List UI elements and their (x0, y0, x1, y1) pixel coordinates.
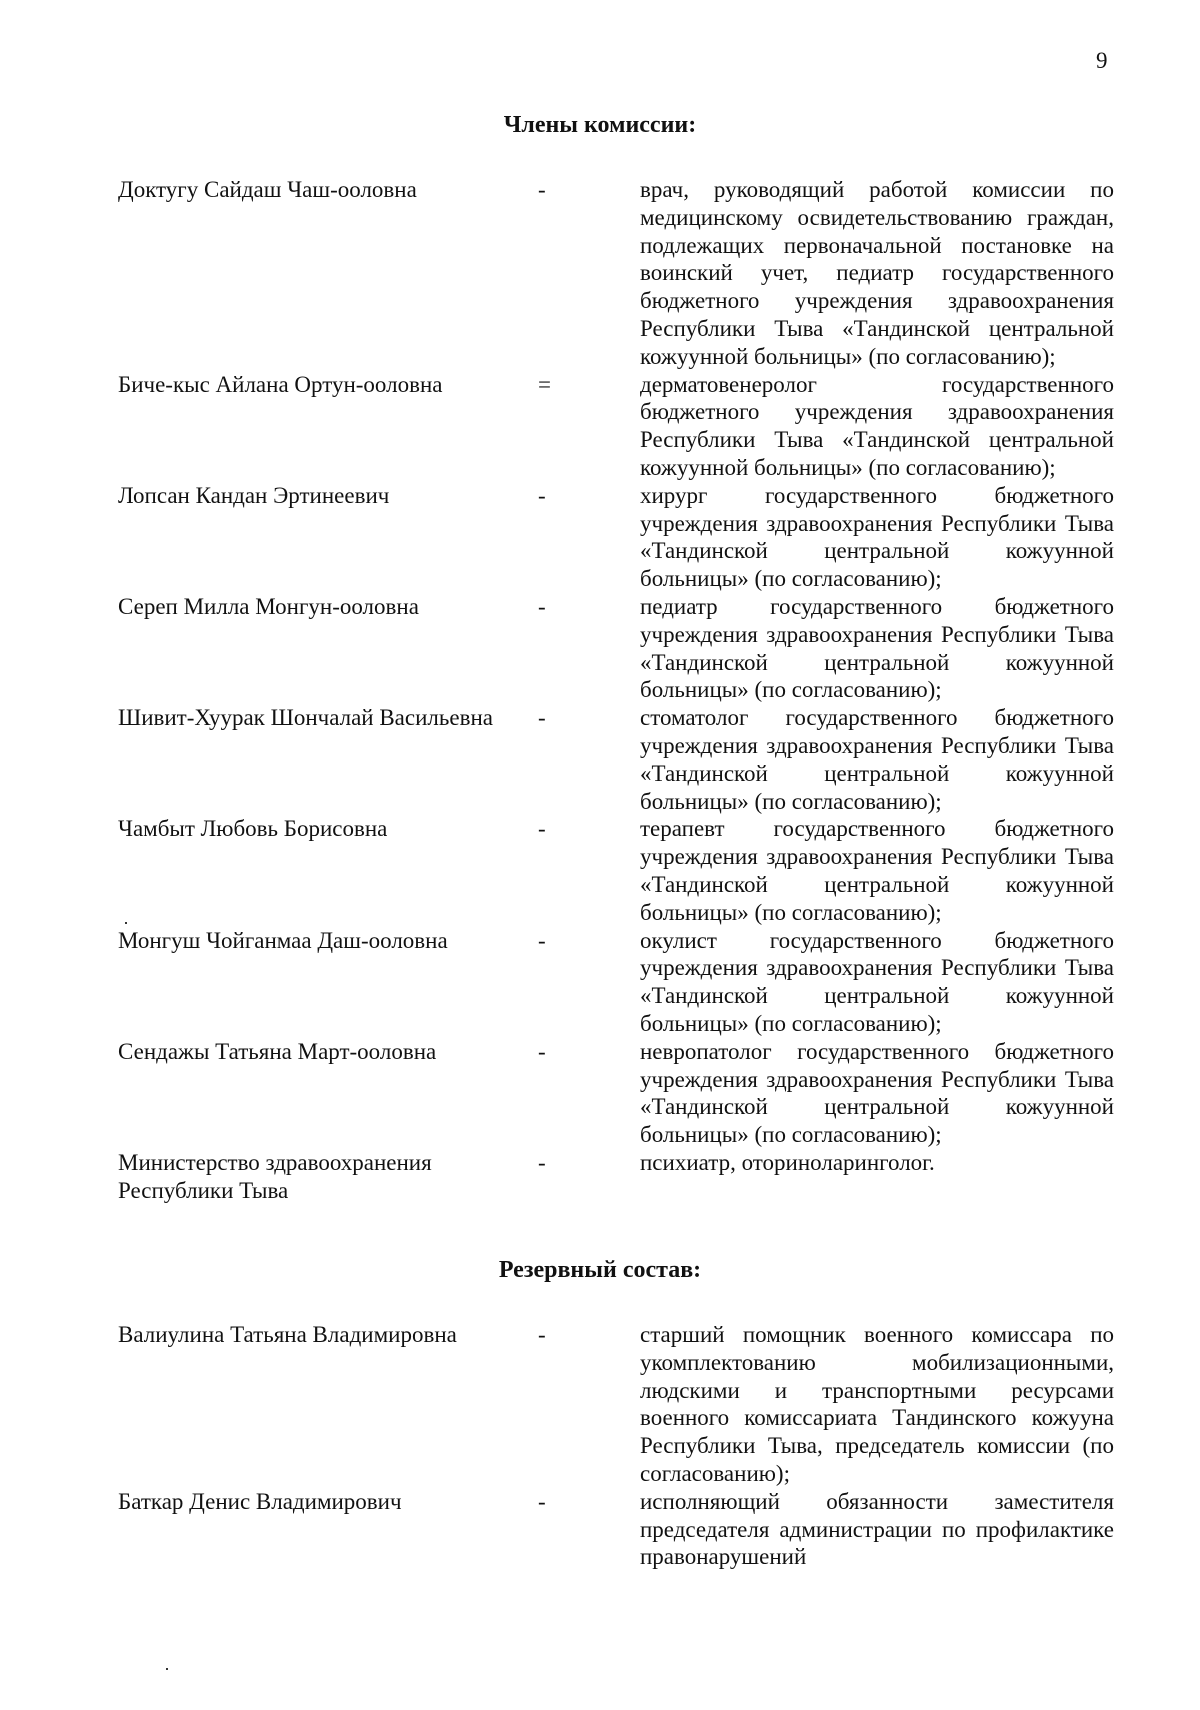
member-name: Лопсан Кандан Эртинеевич (118, 482, 390, 508)
member-entry (118, 927, 1114, 1038)
member-role: врач, руководящий работой комиссии по медицинскому освидетельствованию граждан, подлежащих первоначальной постановке на воинский учет, педиатр государственного бюджетного учреждения здравоохранения Республики Тыва «Тандинской центральной кожуунной больницы» (по согласованию); (640, 177, 1114, 369)
member-entry (118, 482, 1114, 593)
entry-dash: - (538, 177, 546, 202)
member-entry (118, 815, 1114, 926)
reserve-list (118, 1321, 1114, 1571)
member-name: Сереп Милла Монгун-ооловна (118, 593, 419, 619)
member-role: стоматолог государственного бюджетного учреждения здравоохранения Республики Тыва «Тандинской центральной кожуунной больницы» (по согласованию); (640, 705, 1114, 814)
member-name: Биче-кыс Айлана Ортун-ооловна (118, 371, 443, 397)
member-entry (118, 593, 1114, 704)
entry-dash: - (538, 1488, 546, 1514)
scan-speck (125, 922, 127, 924)
member-name: Чамбыт Любовь Борисовна (118, 816, 388, 842)
scan-speck (166, 1668, 168, 1670)
entry-dash: - (538, 1322, 546, 1347)
reserve-role: исполняющий обязанности заместителя председателя администрации по профилактике правонарушений (640, 1488, 1114, 1570)
members-list (118, 176, 1114, 1203)
reserve-entry (118, 1488, 1114, 1571)
member-entry (118, 176, 1114, 371)
reserve-name: Валиулина Татьяна Владимировна (118, 1322, 457, 1347)
member-entry (118, 1038, 1114, 1149)
member-role: невропатолог государственного бюджетного учреждения здравоохранения Республики Тыва «Тандинской центральной кожуунной больницы» (по согласованию); (640, 1038, 1114, 1148)
member-role: дерматовенеролог государственного бюджетного учреждения здравоохранения Республики Тыва «Тандинской центральной кожуунной больницы» (по согласованию); (640, 371, 1114, 480)
member-name: Шивит-Хуурак Шончалай Васильевна (118, 705, 493, 731)
entry-dash: = (538, 371, 551, 397)
entry-dash: - (538, 1149, 546, 1175)
reserve-heading: Резервный состав: (498, 1257, 702, 1283)
entry-dash: - (538, 1038, 546, 1064)
member-entry (118, 704, 1114, 815)
reserve-entry (118, 1321, 1114, 1488)
member-name: Министерство здравоохранения Республики Тыва (118, 1149, 432, 1203)
members-heading: Члены комиссии: (503, 112, 697, 138)
entry-dash: - (538, 593, 546, 619)
entry-dash: - (538, 705, 546, 731)
member-role: окулист государственного бюджетного учреждения здравоохранения Республики Тыва «Тандинской центральной кожуунной больницы» (по согласованию); (640, 927, 1114, 1036)
entry-dash: - (538, 482, 546, 508)
page-number: 9 (1096, 48, 1108, 73)
entry-dash: - (538, 927, 546, 953)
member-entry (118, 1149, 1114, 1203)
reserve-role: старший помощник военного комиссара по укомплектованию мобилизационными, людскими и транспортными ресурсами военного комиссариата Тандинского кожууна Республики Тыва, председатель комиссии (по согласованию); (640, 1322, 1114, 1486)
member-name: Монгуш Чойганмаа Даш-ооловна (118, 927, 448, 953)
member-role: психиатр, оториноларинголог. (640, 1149, 935, 1175)
reserve-name: Баткар Денис Владимирович (118, 1488, 402, 1514)
member-role: хирург государственного бюджетного учреждения здравоохранения Республики Тыва «Тандинской центральной кожуунной больницы» (по согласованию); (640, 482, 1114, 592)
member-role: педиатр государственного бюджетного учреждения здравоохранения Республики Тыва «Тандинской центральной кожуунной больницы» (по согласованию); (640, 593, 1114, 703)
member-name: Доктугу Сайдаш Чаш-ооловна (118, 177, 417, 202)
entry-dash: - (538, 816, 546, 842)
member-role: терапевт государственного бюджетного учреждения здравоохранения Республики Тыва «Тандинской центральной кожуунной больницы» (по согласованию); (640, 816, 1114, 925)
member-name: Сендажы Татьяна Март-ооловна (118, 1038, 437, 1064)
member-entry (118, 371, 1114, 482)
